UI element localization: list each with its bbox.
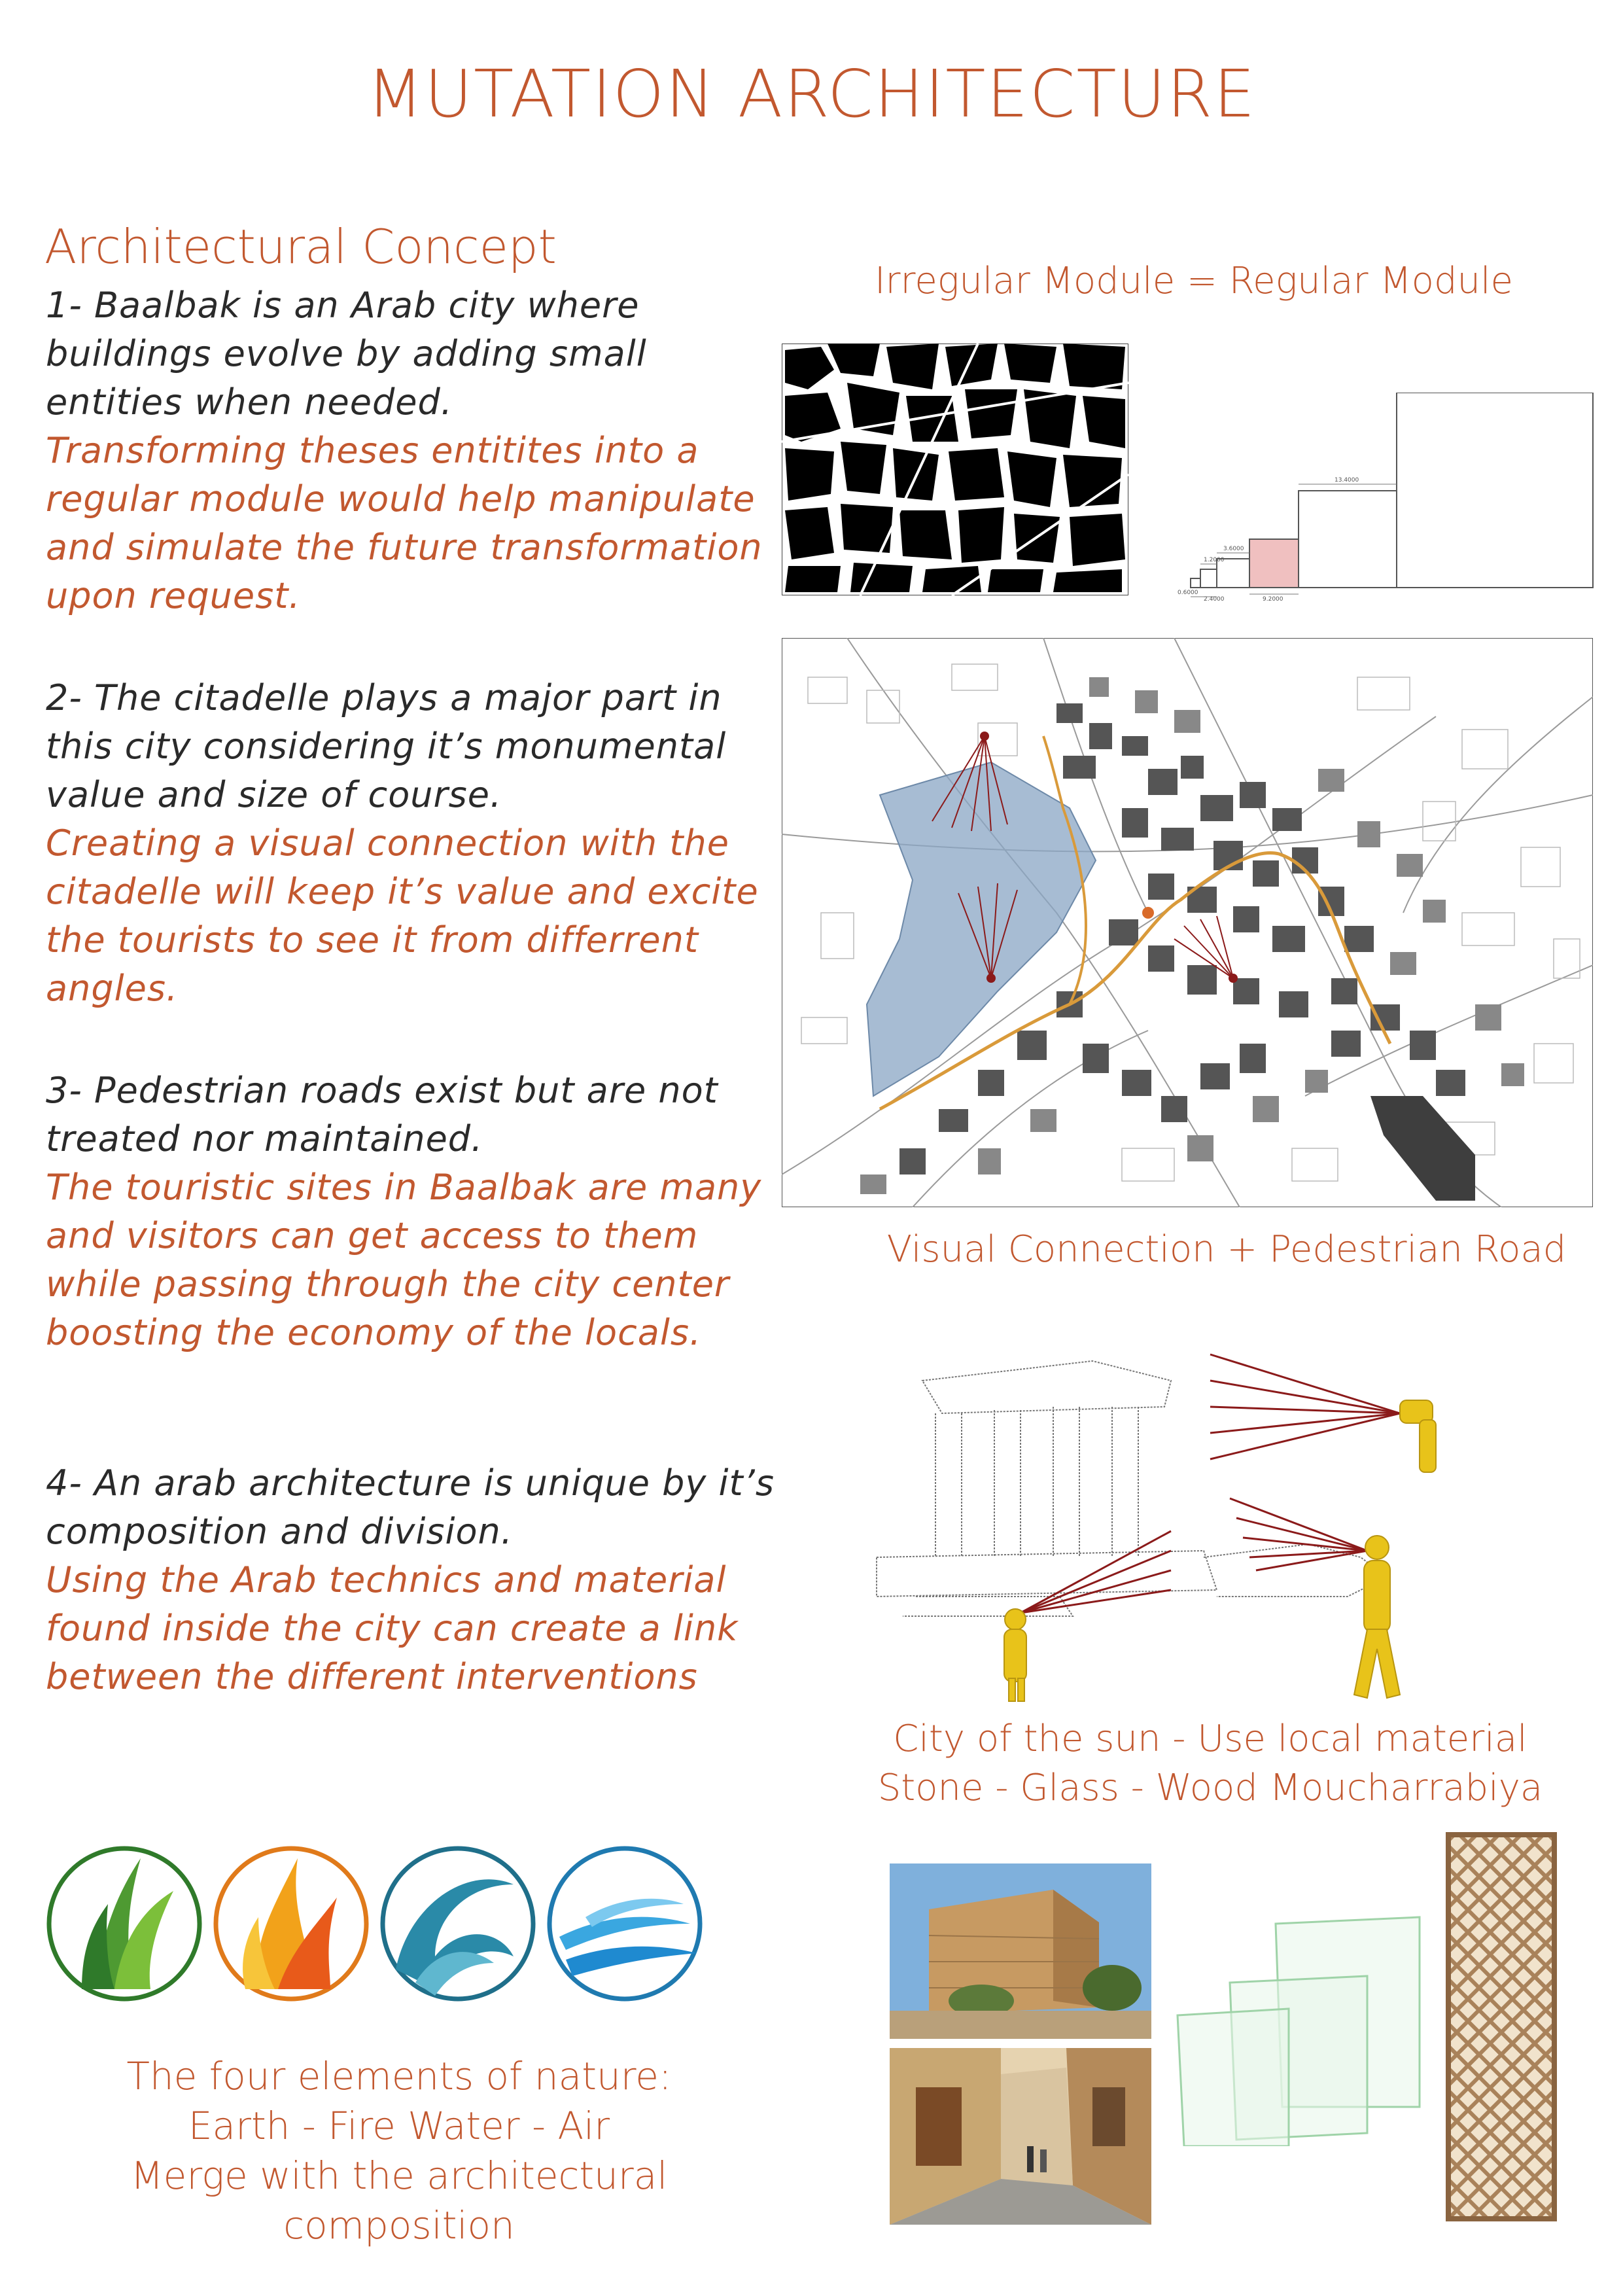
dim-label: 0.6000 xyxy=(1178,590,1198,596)
dim-label: 2.4000 xyxy=(1204,596,1225,602)
water-icon xyxy=(383,1848,533,1999)
city-map xyxy=(782,638,1593,1207)
concept-1 xyxy=(46,281,778,620)
material-caption xyxy=(850,1714,1570,1812)
elements-caption xyxy=(39,2051,759,2250)
concept-3-statement: 3- Pedestrian roads exist but are not treated nor maintained. xyxy=(46,1070,718,1159)
figure-ground-plan xyxy=(782,344,1128,595)
glass-panes xyxy=(1171,1911,1433,2146)
dim-label: 1.2000 xyxy=(1204,557,1225,563)
earth-icon xyxy=(49,1848,200,1999)
module-caption: Irregular Module = Regular Module xyxy=(874,260,1513,302)
stone-building-photo xyxy=(890,1863,1151,2039)
concept-4-proposal: Using the Arab technics and material found inside the city can create a link between the different interventions xyxy=(46,1559,739,1697)
concept-3 xyxy=(46,1067,778,1357)
elements-caption-line-2: Earth - Fire Water - Air xyxy=(188,2104,610,2148)
concept-2-proposal: Creating a visual connection with the citadelle will keep it’s value and excite the tourists to see it from differrent angles. xyxy=(46,822,759,1009)
dim-label: 9.2000 xyxy=(1263,596,1283,602)
elements-icons xyxy=(43,1839,729,2009)
concept-3-proposal: The touristic sites in Baalbak are many and visitors can get access to them while passing through the city center boosting the economy of the locals. xyxy=(46,1167,762,1353)
elements-caption-line-3: Merge with the architectural composition xyxy=(130,2153,668,2248)
moucharrabiya-screen xyxy=(1446,1832,1557,2221)
concept-4-statement: 4- An arab architecture is unique by it’s composition and division. xyxy=(46,1462,775,1552)
module-growth-diagram xyxy=(1151,393,1596,602)
air-icon xyxy=(550,1848,700,1999)
temple-sketch xyxy=(864,1341,1492,1708)
concept-2-statement: 2- The citadelle plays a major part in this city considering it’s monumental value and size of course. xyxy=(46,677,727,815)
section-heading: Architectural Concept xyxy=(44,219,557,274)
concept-2 xyxy=(46,674,778,1013)
page-title: MUTATION ARCHITECTURE xyxy=(366,56,1257,132)
concept-1-statement: 1- Baalbak is an Arab city where buildings evolve by adding small entities when needed. xyxy=(46,285,647,423)
concept-1-proposal: Transforming theses entitites into a regular module would help manipulate and simulate the future transformation upon request. xyxy=(46,430,763,616)
dim-label: 3.6000 xyxy=(1223,546,1244,552)
material-caption-line-1: City of the sun - Use local material xyxy=(893,1718,1527,1760)
concept-4 xyxy=(46,1459,778,1701)
elements-caption-line-1: The four elements of nature: xyxy=(126,2054,672,2098)
fire-icon xyxy=(216,1848,366,1999)
dim-label: 13.4000 xyxy=(1335,477,1359,484)
map-caption: Visual Connection + Pedestrian Road xyxy=(886,1228,1567,1271)
street-photo xyxy=(890,2048,1151,2225)
material-caption-line-2: Stone - Glass - Wood Moucharrabiya xyxy=(877,1767,1543,1809)
